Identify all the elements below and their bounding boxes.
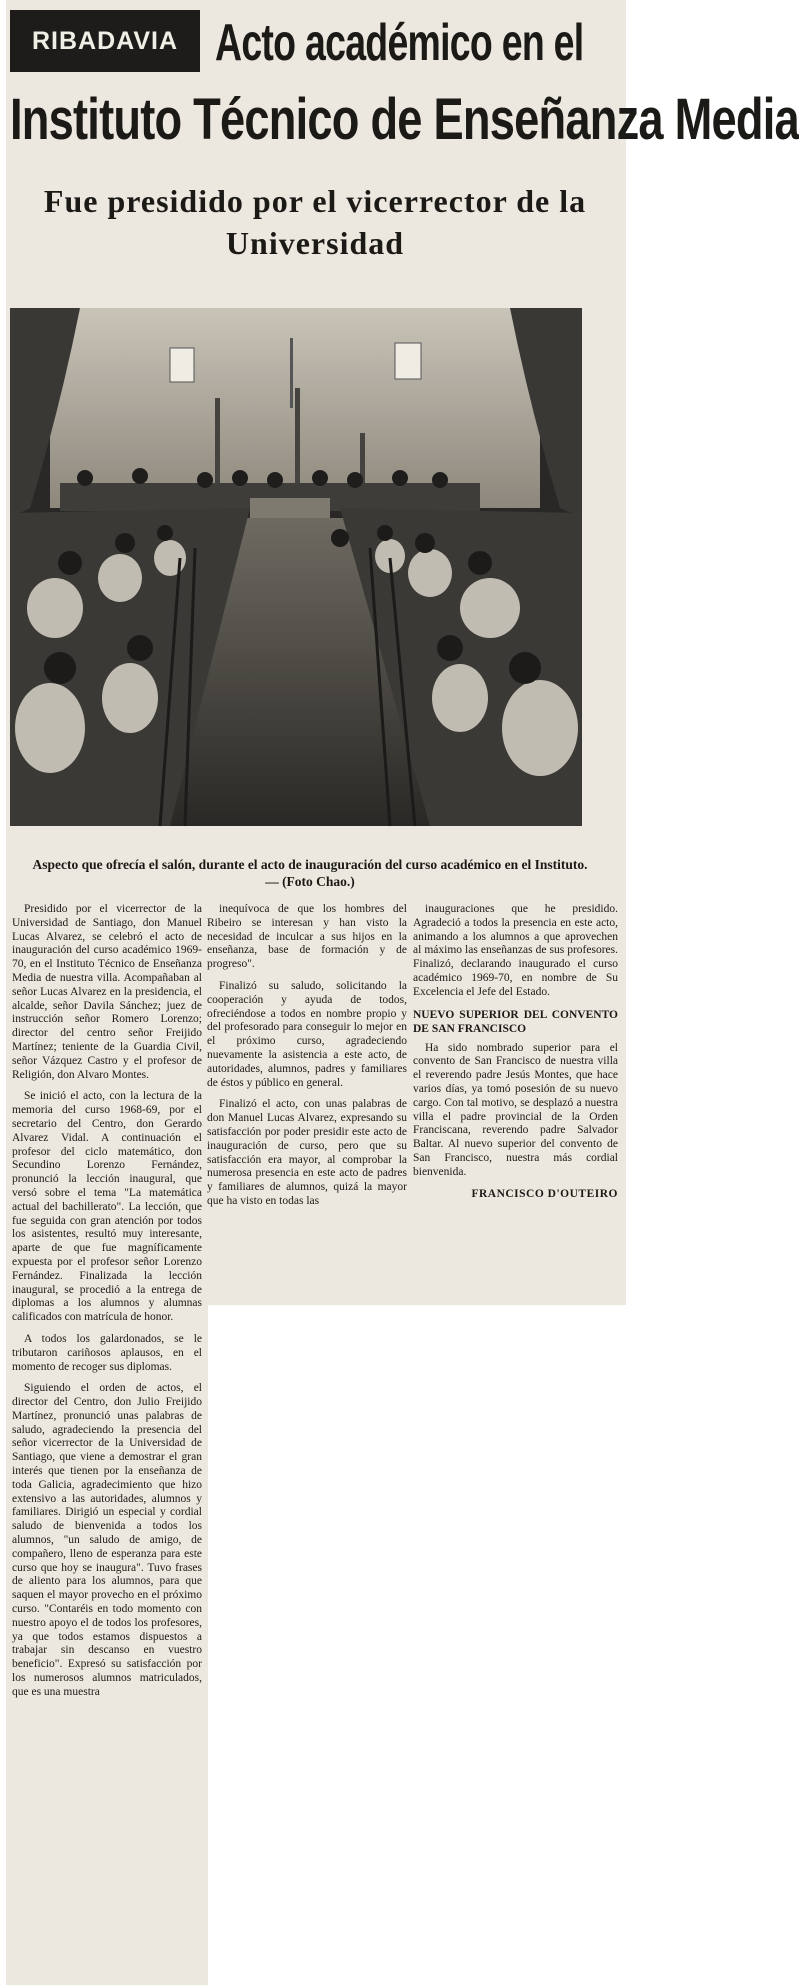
- article-column-2: [207, 903, 407, 1209]
- paragraph: Se inició el acto, con la lectura de la memoria del curso 1968-69, por el secretario del Centro, don Gerardo Alvarez Vidal. A continuación el profesor del ciclo matemático, don Secundino Lorenzo Fernández, pronunció la lección inaugural, que versó sobre el tema "La matemática actual del bachillerato". La lección, que fue seguida con gran atención por todos los asistentes, resultó muy interesante, aparte de que fue magníficamente expuesta por el profesor señor Lorenzo Fernández. Finalizada la lección inaugural, se procedió a la entrega de diplomas a los alumnos y alumnas calificados con matrícula de honor.: [12, 1090, 202, 1324]
- paragraph: Finalizó el acto, con unas palabras de don Manuel Lucas Alvarez, expresando su satisfacción por poder presidir este acto de inauguración de curso, pero que su satisfacción era mayor, al comprobar la numerosa presencia en este acto de padres y familiares de alumnos, quizá la mayor que ha visto en todas las: [207, 1098, 407, 1207]
- paragraph: inequívoca de que los hombres del Ribeiro se interesan y han visto la necesidad de inculcar a sus hijos en la enseñanza, base de formación y de progreso".: [207, 903, 407, 971]
- section-subhead: NUEVO SUPERIOR DEL CONVENTO DE SAN FRANCISCO: [413, 1008, 618, 1035]
- paragraph: Presidido por el vicerrector de la Universidad de Santiago, don Manuel Lucas Alvarez, se celebró el acto de inauguración del curso académico 1969-70, en el Instituto Técnico de Enseñanza Media de nuestra villa. Acompañaban al señor Lucas Alvarez en la presidencia, el alcalde, señor Davila Sánchez; juez de instrucción señor Romero Lorenzo; director del centro señor Freijido Martínez; teniente de la Guardia Civil, señor Vázquez Castro y el profesor de Religión, don Alvaro Montes.: [12, 903, 202, 1081]
- paragraph: Finalizó su saludo, solicitando la cooperación y ayuda de todos, ofreciéndose a todos en nombre propio y del profesorado para conseguir lo mejor en el próximo curso, agradeciendo nuevamente la asistencia a este acto, de autoridades, alumnos, padres y familiares de éstos y público en general.: [207, 979, 407, 1089]
- author-signature: FRANCISCO D'OUTEIRO: [471, 1187, 618, 1200]
- subheadline: Fue presidido por el vicerrector de la Universidad: [43, 183, 587, 261]
- headline-line-1: Acto académico en el: [215, 14, 584, 72]
- article-column-1: [12, 903, 202, 1700]
- headline-line-2: Instituto Técnico de Enseñanza Media: [10, 87, 799, 152]
- article-column-3: [413, 903, 618, 1201]
- paragraph: inauguraciones que he presidido. Agradeció a todos la presencia en este acto, animando a los alumnos a que aprovechen al máximo las enseñanzas de sus profesores. Finalizó, declarando inaugurado el curso académico 1969-70, en nombre de Su Excelencia el Jefe del Estado.: [413, 903, 618, 998]
- auditorium-photo: [10, 308, 582, 826]
- paragraph: Ha sido nombrado superior para el convento de San Francisco de nuestra villa el reverendo padre Jesús Montes, que hace varios días, ya tomó posesión de su nuevo cargo. Con tal motivo, se desplazó a nuestra villa el padre provincial de la Orden Franciscana, reverendo padre Salvador Baltar. Al nuevo superior del convento de San Francisco, nuestra más cordial bienvenida.: [413, 1041, 618, 1178]
- paragraph: Siguiendo el orden de actos, el director del Centro, don Julio Freijido Martínez, pronunció unas palabras de saludo, agradeciendo la presencia del señor vicerrector de la Universidad de Santiago, que viene a demostrar el gran interés que tienen por la enseñanza de toda Galicia, agradecimiento que hizo extensivo a las autoridades, alumnos y familiares. Dirigió un especial y cordial saludo de bienvenida a todos los alumnos, "un saludo de amigo, de compañero, lleno de esperanza para este curso que hoy se inaugura". Tuvo frases de aliento para los alumnos, para que saquen el mayor provecho en el próximo curso. "Contaréis en todo momento con nuestro apoyo el de todos los profesores, ya que todos estamos dispuestos a trabajar sin descanso en vuestro beneficio". Expresó su satisfacción por los numerosos alumnos matriculados, que es una muestra: [12, 1382, 202, 1698]
- photo-caption: Aspecto que ofrecía el salón, durante el acto de inauguración del curso académico en el Instituto. — (Foto Chao.): [32, 857, 588, 889]
- paragraph: A todos los galardonados, se le tributaron cariñosos aplausos, en el momento de recoger sus diplomas.: [12, 1332, 202, 1373]
- section-label: RIBADAVIA: [10, 10, 200, 72]
